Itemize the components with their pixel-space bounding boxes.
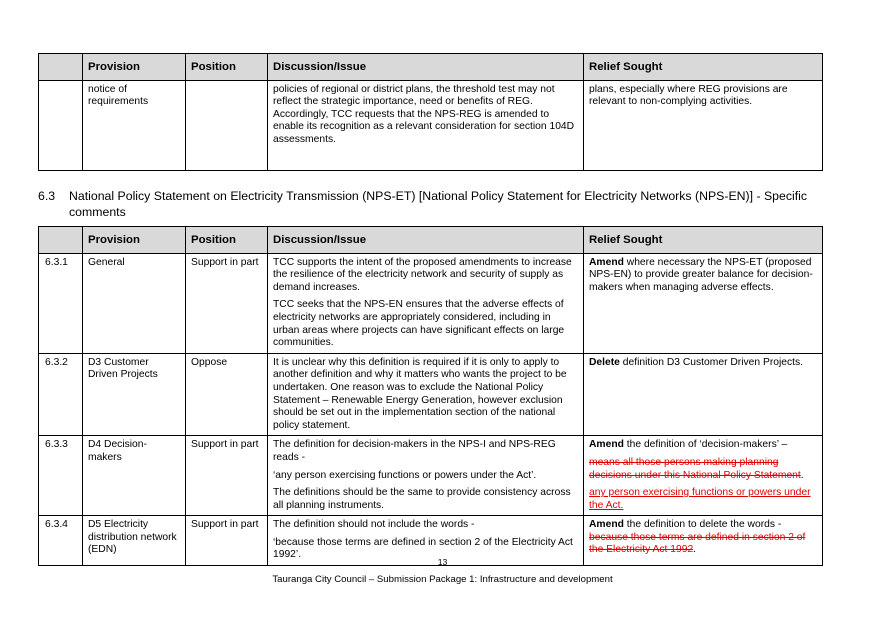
header-relief: Relief Sought [584,54,823,81]
table-header-row [39,227,823,254]
section-heading [38,188,838,220]
page-footer: Tauranga City Council – Submission Package 1: Infrastructure and development [272,574,613,585]
page-number: 13 [437,557,448,567]
discussion-paragraph: The definition for decision-makers in the NPS-I and NPS-REG reads - [273,439,556,463]
submission-table-continued [38,53,823,171]
cell-discussion: policies of regional or district plans, the threshold test may not reflect the strategic importance, need or benefits of REG. Accordingly, TCC requests that the NPS-REG is amended to enable its recognition as a relevant consideration for section 104D assessments. [268,80,584,170]
discussion-paragraph: ‘because those terms are defined in section 2 of the Electricity Act 1992’. [273,536,573,561]
discussion-paragraph: The definition should not include the words - [273,519,475,531]
discussion-paragraph: TCC seeks that the NPS-EN ensures that the adverse effects of electricity networks are appropriately considered, including in urban areas where projects can have significant effects on large communities. [273,299,565,349]
discussion-paragraph: It is unclear why this definition is required if it is only to apply to another definition and why it matters who wants the project to be undertaken. One reason was to exclude the National Policy Statement – Renewable Energy Generation, however exclusion should be set out in the implementation section of the national policy statement. [273,356,567,431]
cell-provision: D4 Decision-makers [83,436,186,516]
submission-table [38,226,823,566]
discussion-paragraph: ‘any person exercising functions or powers under the Act’. [273,469,537,481]
header-num [39,54,83,81]
header-position: Position [186,54,268,81]
cell-relief [584,436,823,516]
relief-text: the definition of ‘decision-makers’ – [623,439,788,451]
relief-action: Amend [589,256,624,268]
cell-position: Support in part [186,253,268,353]
relief-text: the definition to delete the words - [623,519,782,531]
header-provision: Provision [83,54,186,81]
header-discussion: Discussion/Issue [268,227,584,254]
relief-text: definition D3 Customer Driven Projects. [619,356,804,368]
discussion-paragraph: The definitions should be the same to provide consistency across all planning instruments. [273,487,571,511]
section-number: 6.3 [38,189,56,203]
cell-provision: D5 Electricity distribution network (EDN) [83,516,186,566]
table-row [39,353,823,436]
punctuation: . [693,544,697,556]
inserted-text: any person exercising functions or powers under the Act [589,487,811,511]
table-row [39,80,823,170]
cell-relief [584,253,823,353]
cell-position: Support in part [186,516,268,566]
cell-provision: General [83,253,186,353]
table-row [39,436,823,516]
relief-text: where necessary the NPS-ET (proposed NPS-EN) to provide greater balance for decision-makers when managing adverse effects. [589,256,813,293]
header-discussion: Discussion/Issue [268,54,584,81]
table-header-row [39,54,823,81]
cell-num [39,80,83,170]
header-position: Position [186,227,268,254]
cell-num: 6.3.1 [39,253,83,353]
cell-num: 6.3.2 [39,353,83,436]
deleted-text: means all those persons making planning decisions under this National Policy Statement [589,456,801,481]
header-provision: Provision [83,227,186,254]
section-title: National Policy Statement on Electricity Transmission (NPS-ET) [National Policy Statement for Electricity Networks (NPS-EN)] - Specific comments [69,189,808,219]
cell-provision: notice of requirements [83,80,186,170]
cell-num: 6.3.4 [39,516,83,566]
cell-num: 6.3.3 [39,436,83,516]
cell-position: Support in part [186,436,268,516]
cell-discussion [268,253,584,353]
relief-deletion [589,457,816,482]
cell-position [186,80,268,170]
header-num [39,227,83,254]
header-relief: Relief Sought [584,227,823,254]
cell-discussion [268,436,584,516]
relief-action: Delete [589,356,620,368]
cell-discussion [268,353,584,436]
deleted-text: because those terms are defined in section 2 of the Electricity Act 1992 [589,531,806,556]
relief-insertion [589,487,816,512]
relief-intro [589,439,816,452]
table-row [39,253,823,353]
punctuation: . [800,469,804,481]
cell-relief: plans, especially where REG provisions are relevant to non-complying activities. [584,80,823,170]
punctuation: . [620,499,624,511]
cell-position: Oppose [186,353,268,436]
relief-action: Amend [589,519,624,531]
cell-relief [584,353,823,436]
discussion-paragraph: TCC supports the intent of the proposed amendments to increase the resilience of the electricity network and security of supply as demand increases. [273,256,572,293]
relief-action: Amend [589,439,624,451]
cell-provision: D3 Customer Driven Projects [83,353,186,436]
